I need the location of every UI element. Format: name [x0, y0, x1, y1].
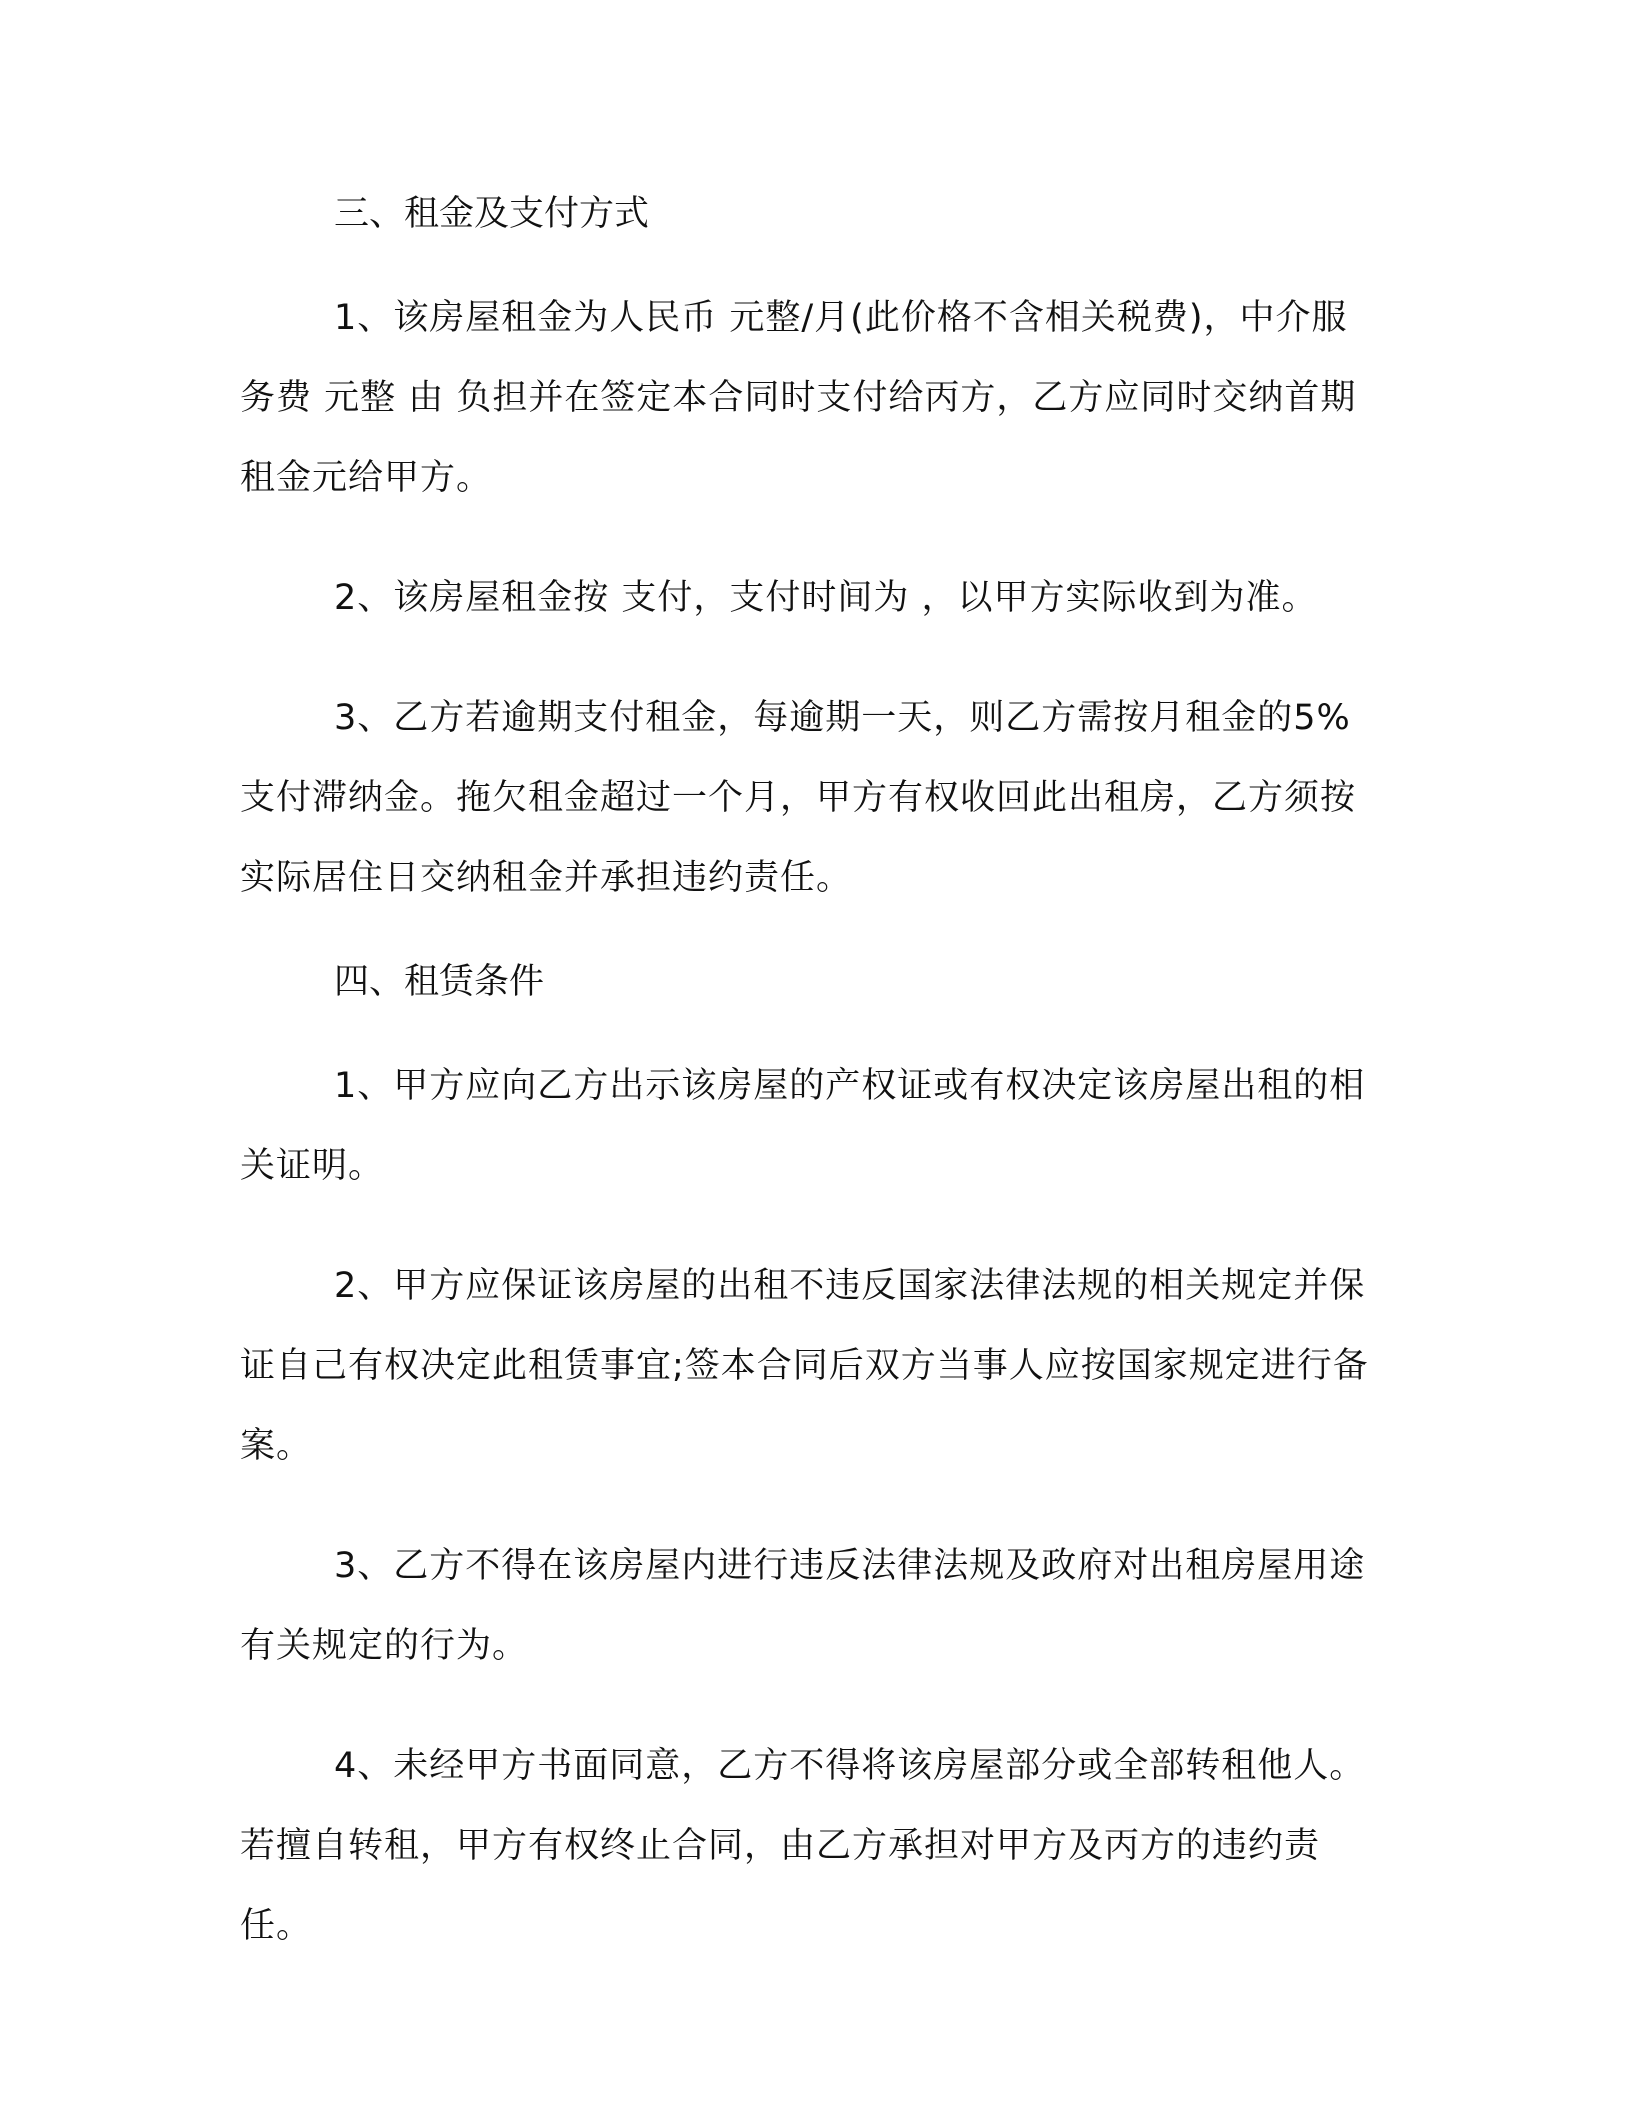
rent-clause-1: 1、该房屋租金为人民币 元整/月(此价格不含相关税费)，中介服务费 元整 由 负担并在签定本合同时支付给丙方，乙方应同时交纳首期租金元给甲方。: [240, 298, 1357, 498]
section-heading-rent-payment: 三、租金及支付方式: [334, 194, 650, 234]
rent-clause-2: 2、该房屋租金按 支付，支付时间为 ，以甲方实际收到为准。: [334, 578, 1318, 618]
lease-clause-1: 1、甲方应向乙方出示该房屋的产权证或有权决定该房屋出租的相关证明。: [240, 1066, 1366, 1186]
section-heading-lease-conditions: 四、租赁条件: [334, 962, 545, 1002]
rent-clause-3: 3、乙方若逾期支付租金，每逾期一天，则乙方需按月租金的5%支付滞纳金。拖欠租金超过一个月，甲方有权收回此出租房，乙方须按实际居住日交纳租金并承担违约责任。: [240, 698, 1357, 898]
lease-clause-2: 2、甲方应保证该房屋的出租不违反国家法律法规的相关规定并保证自己有权决定此租赁事宜;签本合同后双方当事人应按国家规定进行备案。: [240, 1266, 1369, 1466]
lease-clause-3: 3、乙方不得在该房屋内进行违反法律法规及政府对出租房屋用途有关规定的行为。: [240, 1546, 1366, 1666]
document-page: [240, 190, 1380, 2006]
lease-clause-4: 4、未经甲方书面同意，乙方不得将该房屋部分或全部转租他人。若擅自转租，甲方有权终止合同，由乙方承担对甲方及丙方的违约责任。: [240, 1746, 1366, 1946]
